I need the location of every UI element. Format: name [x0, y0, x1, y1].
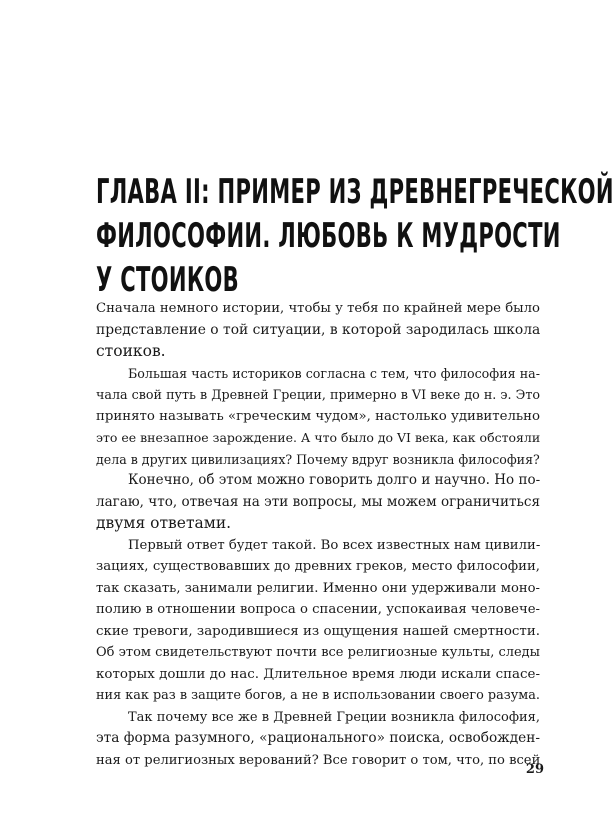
- text-line: лагаю, что, отвечая на эти вопросы, мы можем ограничиться: [96, 493, 540, 510]
- text-line: стоиков.: [96, 342, 166, 360]
- text-line: ная от религиозных верований? Все говорит о том, что, по всей: [96, 752, 541, 768]
- text-line: эта форма разумного, «рационального» поиска, освобожден-: [96, 730, 540, 746]
- chapter-title: [96, 170, 614, 302]
- text-line: чала свой путь в Древней Греции, примерно в VI веке до н. э. Это: [96, 387, 540, 402]
- text-line: полию в отношении вопроса о спасении, успокаивая человече-: [96, 602, 541, 617]
- text-line: принято называть «греческим чудом», настолько удивительно: [96, 408, 540, 424]
- paragraph: [96, 707, 540, 772]
- chapter-title-line: У СТОИКОВ: [96, 260, 240, 300]
- text-line: Большая часть историков согласна с тем, что философия на-: [128, 365, 540, 381]
- text-line: так сказать, занимали религии. Именно они удерживали моно-: [96, 580, 540, 596]
- text-line: которых дошли до нас. Длительное время люди искали спасе-: [96, 666, 540, 682]
- text-line: ния как раз в защите богов, а не в использовании своего разума.: [96, 688, 540, 703]
- text-line: Так почему все же в Древней Греции возникла философия,: [128, 709, 540, 725]
- text-line: ские тревоги, зародившиеся из ощущения нашей смертности.: [96, 623, 540, 639]
- paragraph: [96, 535, 540, 707]
- paragraph: [96, 298, 540, 363]
- text-line: дела в других цивилизациях? Почему вдруг возникла философия?: [96, 451, 540, 467]
- text-line: зациях, существовавших до древних греков, место философии,: [96, 559, 540, 574]
- text-line: Об этом свидетельствуют почти все религиозные культы, следы: [96, 645, 540, 660]
- text-line: это ее внезапное зарождение. А что было до VI века, как обстояли: [96, 430, 541, 445]
- page-number: 29: [525, 762, 544, 777]
- text-line: представление о той ситуации, в которой зародилась школа: [96, 321, 541, 338]
- paragraph: [96, 470, 540, 535]
- text-line: двумя ответами.: [96, 514, 232, 532]
- chapter-title-line: ГЛАВА II: ПРИМЕР ИЗ ДРЕВНЕГРЕЧЕСКОЙ: [96, 172, 614, 212]
- paragraph: [96, 363, 540, 471]
- chapter-title-line: ФИЛОСОФИИ. ЛЮБОВЬ К МУДРОСТИ: [96, 216, 561, 256]
- text-line: Сначала немного истории, чтобы у тебя по крайней мере было: [96, 301, 540, 316]
- body-text: [96, 298, 540, 771]
- text-line: Первый ответ будет такой. Во всех известных нам цивили-: [128, 537, 541, 553]
- text-line: Конечно, об этом можно говорить долго и научно. Но по-: [128, 472, 541, 488]
